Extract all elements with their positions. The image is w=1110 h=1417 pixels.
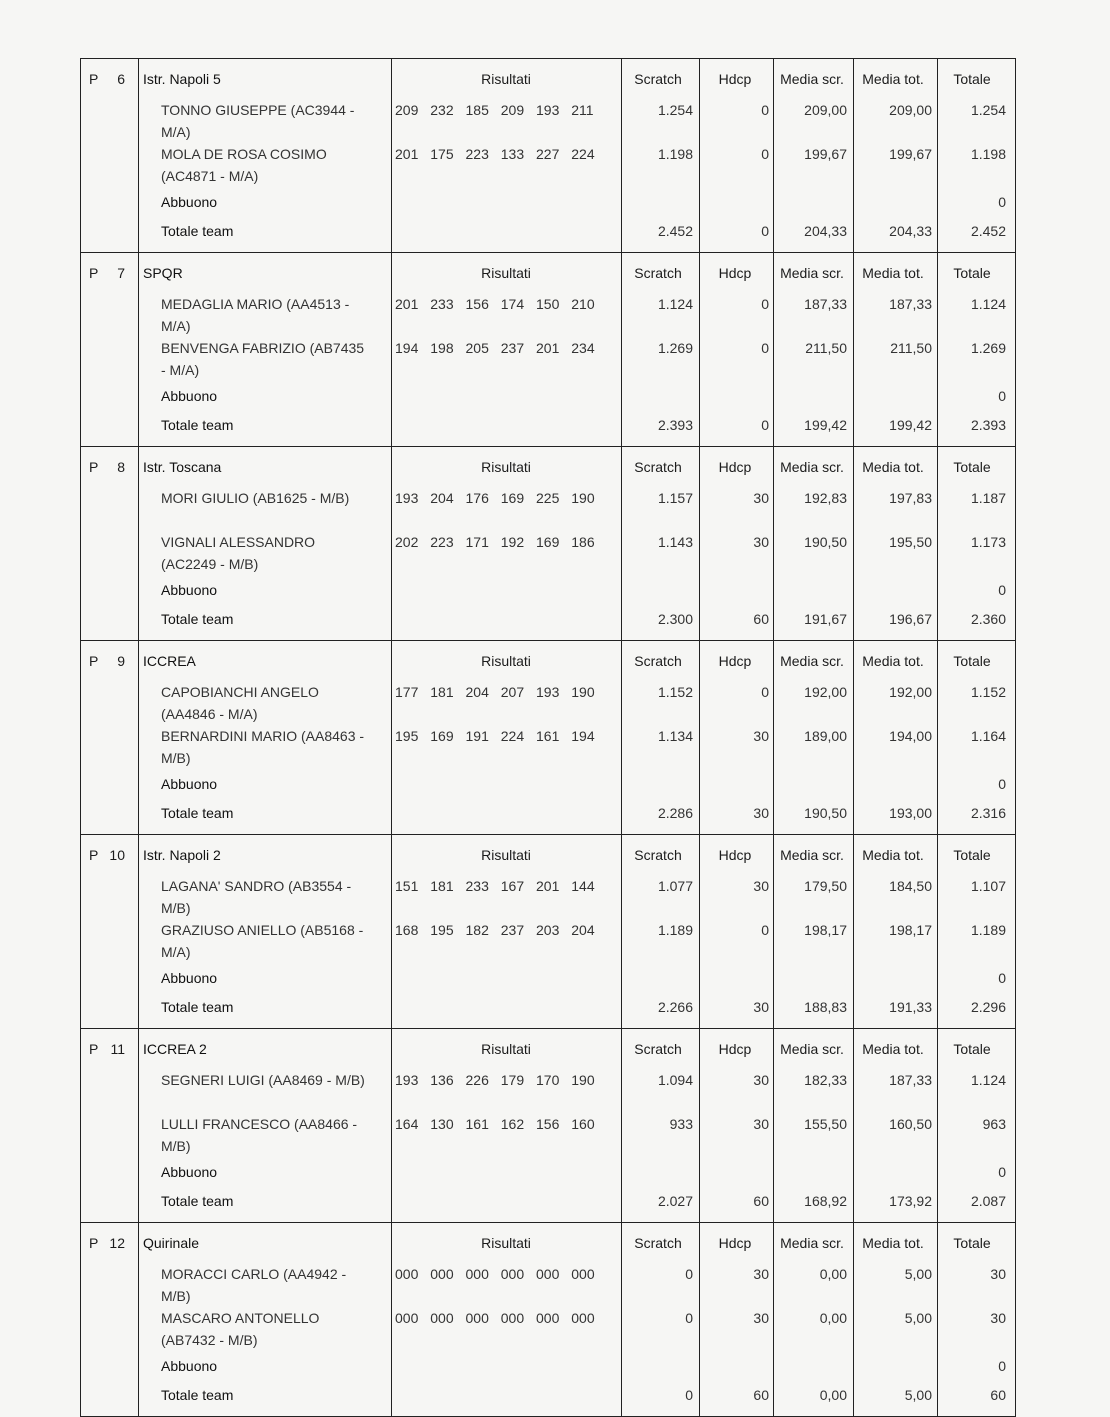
player-name: MOLA DE ROSA COSIMO (AC4871 - M/A) (161, 146, 327, 184)
total-scratch: 2.393 (657, 417, 693, 433)
player-name: LAGANA' SANDRO (AB3554 - M/B) (161, 878, 352, 916)
player-media-tot: 194,00 (889, 728, 932, 744)
header-totale: Totale (953, 1235, 991, 1251)
player-scratch: 0 (685, 1266, 693, 1282)
header-risultati: Risultati (481, 1235, 531, 1251)
header-media-scr: Media scr. (780, 71, 844, 87)
position-label: P (89, 653, 99, 669)
abbuono-label: Abbuono (161, 970, 218, 986)
player-media-tot: 184,50 (889, 878, 932, 894)
total-totale: 2.296 (970, 999, 1006, 1015)
total-scratch: 2.027 (657, 1193, 693, 1209)
total-hdcp: 60 (753, 1193, 769, 1209)
player-hdcp: 0 (761, 340, 769, 356)
player-totale: 30 (990, 1310, 1006, 1326)
team-name: ICCREA (143, 653, 196, 669)
player-totale: 1.187 (970, 490, 1006, 506)
total-totale: 2.452 (970, 223, 1006, 239)
total-team-label: Totale team (161, 805, 234, 821)
player-totale: 963 (982, 1116, 1006, 1132)
header-scratch: Scratch (634, 459, 682, 475)
header-media-scr: Media scr. (780, 653, 844, 669)
header-media-tot: Media tot. (862, 653, 924, 669)
abbuono-label: Abbuono (161, 582, 218, 598)
player-totale: 1.124 (970, 296, 1006, 312)
header-media-scr: Media scr. (780, 459, 844, 475)
player-name: SEGNERI LUIGI (AA8469 - M/B) (161, 1072, 365, 1088)
header-media-scr: Media scr. (780, 1041, 844, 1057)
header-media-tot: Media tot. (862, 1235, 924, 1251)
player-totale: 1.173 (970, 534, 1006, 550)
total-hdcp: 60 (753, 611, 769, 627)
player-media-scr: 182,33 (804, 1072, 847, 1088)
total-scratch: 0 (685, 1387, 693, 1403)
player-scores: 201 233 156 174 150 210 (395, 296, 595, 312)
total-hdcp: 60 (753, 1387, 769, 1403)
player-scratch: 1.269 (657, 340, 693, 356)
total-media-tot: 191,33 (889, 999, 932, 1015)
position-number: 7 (117, 265, 125, 281)
header-media-tot: Media tot. (862, 847, 924, 863)
team-block (81, 835, 1015, 1029)
column-divider (138, 447, 139, 640)
position-label: P (89, 847, 99, 863)
header-hdcp: Hdcp (718, 653, 752, 669)
header-risultati: Risultati (481, 653, 531, 669)
player-totale: 1.189 (970, 922, 1006, 938)
player-totale: 1.152 (970, 684, 1006, 700)
player-media-scr: 199,67 (804, 146, 847, 162)
header-media-scr: Media scr. (780, 1235, 844, 1251)
total-media-tot: 199,42 (889, 417, 932, 433)
header-totale: Totale (953, 847, 991, 863)
total-scratch: 2.452 (657, 223, 693, 239)
abbuono-value: 0 (998, 582, 1006, 598)
header-totale: Totale (953, 653, 991, 669)
total-totale: 60 (990, 1387, 1006, 1403)
total-media-tot: 173,92 (889, 1193, 932, 1209)
player-media-scr: 211,50 (805, 340, 847, 356)
player-totale: 1.124 (970, 1072, 1006, 1088)
total-team-label: Totale team (161, 223, 234, 239)
player-media-tot: 5,00 (904, 1266, 932, 1282)
player-scores: 168 195 182 237 203 204 (395, 922, 595, 938)
total-media-scr: 168,92 (804, 1193, 847, 1209)
player-media-tot: 199,67 (889, 146, 932, 162)
player-scratch: 1.134 (657, 728, 693, 744)
player-hdcp: 30 (753, 1266, 769, 1282)
header-risultati: Risultati (481, 847, 531, 863)
player-name: VIGNALI ALESSANDRO (AC2249 - M/B) (161, 534, 316, 572)
player-media-tot: 197,83 (889, 490, 932, 506)
player-media-scr: 190,50 (804, 534, 847, 550)
abbuono-label: Abbuono (161, 1358, 218, 1374)
player-media-scr: 189,00 (804, 728, 847, 744)
total-team-label: Totale team (161, 417, 234, 433)
total-hdcp: 0 (761, 223, 769, 239)
total-team-label: Totale team (161, 1193, 234, 1209)
player-media-scr: 198,17 (804, 922, 847, 938)
total-team-label: Totale team (161, 999, 234, 1015)
player-hdcp: 30 (753, 728, 769, 744)
player-name: MORI GIULIO (AB1625 - M/B) (161, 490, 350, 506)
total-media-tot: 5,00 (904, 1387, 932, 1403)
player-hdcp: 30 (753, 1310, 769, 1326)
player-hdcp: 30 (753, 1116, 769, 1132)
total-totale: 2.316 (970, 805, 1006, 821)
team-block (81, 447, 1015, 641)
player-media-tot: 198,17 (889, 922, 932, 938)
total-media-scr: 190,50 (804, 805, 847, 821)
header-scratch: Scratch (634, 847, 682, 863)
total-media-scr: 204,33 (804, 223, 847, 239)
player-hdcp: 30 (753, 878, 769, 894)
team-name: ICCREA 2 (143, 1041, 207, 1057)
player-hdcp: 0 (761, 922, 769, 938)
player-totale: 1.269 (970, 340, 1006, 356)
player-media-tot: 187,33 (889, 1072, 932, 1088)
header-media-tot: Media tot. (862, 459, 924, 475)
player-scores: 193 136 226 179 170 190 (395, 1072, 595, 1088)
total-scratch: 2.266 (657, 999, 693, 1015)
player-scratch: 1.198 (657, 146, 693, 162)
position-number: 10 (109, 847, 125, 863)
player-scratch: 1.124 (657, 296, 693, 312)
position-label: P (89, 1235, 99, 1251)
abbuono-value: 0 (998, 1358, 1006, 1374)
player-name: MASCARO ANTONELLO (AB7432 - M/B) (161, 1310, 320, 1348)
position-label: P (89, 1041, 99, 1057)
column-divider (138, 1029, 139, 1222)
total-scratch: 2.286 (657, 805, 693, 821)
total-media-tot: 204,33 (889, 223, 932, 239)
team-block (81, 1223, 1015, 1417)
header-risultati: Risultati (481, 265, 531, 281)
team-name: SPQR (143, 265, 183, 281)
header-scratch: Scratch (634, 653, 682, 669)
total-media-scr: 0,00 (819, 1387, 847, 1403)
total-totale: 2.087 (970, 1193, 1006, 1209)
position-number: 6 (117, 71, 125, 87)
header-media-scr: Media scr. (780, 265, 844, 281)
player-totale: 1.164 (970, 728, 1006, 744)
player-hdcp: 0 (761, 146, 769, 162)
header-hdcp: Hdcp (718, 1235, 752, 1251)
player-scratch: 0 (685, 1310, 693, 1326)
player-scores: 164 130 161 162 156 160 (395, 1116, 595, 1132)
header-scratch: Scratch (634, 71, 682, 87)
player-name: BERNARDINI MARIO (AA8463 - M/B) (161, 728, 365, 766)
player-media-tot: 187,33 (889, 296, 932, 312)
header-media-tot: Media tot. (862, 265, 924, 281)
player-hdcp: 0 (761, 296, 769, 312)
abbuono-value: 0 (998, 970, 1006, 986)
player-scores: 209 232 185 209 193 211 (395, 102, 594, 118)
player-name: TONNO GIUSEPPE (AC3944 - M/A) (161, 102, 355, 140)
position-number: 8 (117, 459, 125, 475)
header-media-tot: Media tot. (862, 1041, 924, 1057)
player-totale: 1.198 (970, 146, 1006, 162)
header-totale: Totale (953, 265, 991, 281)
header-totale: Totale (953, 459, 991, 475)
column-divider (138, 253, 139, 446)
abbuono-value: 0 (998, 776, 1006, 792)
player-scratch: 1.157 (657, 490, 693, 506)
team-block (81, 641, 1015, 835)
abbuono-value: 0 (998, 194, 1006, 210)
player-scratch: 1.077 (657, 878, 693, 894)
player-media-tot: 211,50 (890, 340, 932, 356)
header-hdcp: Hdcp (718, 847, 752, 863)
column-divider (138, 835, 139, 1028)
player-scores: 000 000 000 000 000 000 (395, 1310, 595, 1326)
position-label: P (89, 71, 99, 87)
header-hdcp: Hdcp (718, 459, 752, 475)
header-totale: Totale (953, 1041, 991, 1057)
player-scores: 000 000 000 000 000 000 (395, 1266, 595, 1282)
team-block (81, 253, 1015, 447)
total-media-scr: 191,67 (804, 611, 847, 627)
total-team-label: Totale team (161, 1387, 234, 1403)
player-scratch: 1.094 (657, 1072, 693, 1088)
player-media-tot: 195,50 (889, 534, 932, 550)
team-name: Quirinale (143, 1235, 200, 1251)
player-scores: 202 223 171 192 169 186 (395, 534, 595, 550)
results-table (80, 58, 1016, 1417)
player-media-tot: 192,00 (889, 684, 932, 700)
player-name: MORACCI CARLO (AA4942 - M/B) (161, 1266, 347, 1304)
total-media-scr: 188,83 (804, 999, 847, 1015)
total-totale: 2.360 (970, 611, 1006, 627)
player-totale: 1.107 (970, 878, 1006, 894)
player-media-tot: 160,50 (889, 1116, 932, 1132)
header-risultati: Risultati (481, 459, 531, 475)
abbuono-label: Abbuono (161, 1164, 218, 1180)
player-media-tot: 209,00 (889, 102, 932, 118)
player-scores: 195 169 191 224 161 194 (395, 728, 595, 744)
position-label: P (89, 459, 99, 475)
total-hdcp: 30 (753, 805, 769, 821)
player-name: LULLI FRANCESCO (AA8466 - M/B) (161, 1116, 358, 1154)
player-name: CAPOBIANCHI ANGELO (AA4846 - M/A) (161, 684, 319, 722)
position-number: 12 (109, 1235, 125, 1251)
header-media-scr: Media scr. (780, 847, 844, 863)
player-media-scr: 0,00 (819, 1310, 847, 1326)
header-media-tot: Media tot. (862, 71, 924, 87)
position-number: 11 (110, 1041, 125, 1057)
abbuono-value: 0 (998, 388, 1006, 404)
position-number: 9 (117, 653, 125, 669)
player-hdcp: 30 (753, 534, 769, 550)
player-media-scr: 187,33 (804, 296, 847, 312)
total-media-tot: 196,67 (889, 611, 932, 627)
abbuono-label: Abbuono (161, 776, 218, 792)
total-totale: 2.393 (970, 417, 1006, 433)
total-hdcp: 30 (753, 999, 769, 1015)
header-scratch: Scratch (634, 1041, 682, 1057)
player-scores: 177 181 204 207 193 190 (395, 684, 595, 700)
header-hdcp: Hdcp (718, 1041, 752, 1057)
header-risultati: Risultati (481, 71, 531, 87)
abbuono-label: Abbuono (161, 388, 218, 404)
header-risultati: Risultati (481, 1041, 531, 1057)
player-name: MEDAGLIA MARIO (AA4513 - M/A) (161, 296, 350, 334)
player-scratch: 1.143 (657, 534, 693, 550)
player-media-scr: 155,50 (804, 1116, 847, 1132)
player-hdcp: 30 (753, 1072, 769, 1088)
player-scratch: 1.152 (657, 684, 693, 700)
player-scores: 151 181 233 167 201 144 (395, 878, 595, 894)
header-scratch: Scratch (634, 265, 682, 281)
header-hdcp: Hdcp (718, 265, 752, 281)
total-media-scr: 199,42 (804, 417, 847, 433)
total-team-label: Totale team (161, 611, 234, 627)
team-block (81, 1029, 1015, 1223)
player-scores: 201 175 223 133 227 224 (395, 146, 595, 162)
team-name: Istr. Toscana (143, 459, 222, 475)
player-media-scr: 209,00 (804, 102, 847, 118)
team-name: Istr. Napoli 2 (143, 847, 221, 863)
player-hdcp: 0 (761, 684, 769, 700)
player-totale: 1.254 (970, 102, 1006, 118)
header-hdcp: Hdcp (718, 71, 752, 87)
player-scores: 193 204 176 169 225 190 (395, 490, 595, 506)
player-scratch: 1.189 (657, 922, 693, 938)
player-media-scr: 179,50 (804, 878, 847, 894)
abbuono-value: 0 (998, 1164, 1006, 1180)
player-name: GRAZIUSO ANIELLO (AB5168 - M/A) (161, 922, 364, 960)
player-media-scr: 0,00 (819, 1266, 847, 1282)
player-media-scr: 192,83 (804, 490, 847, 506)
player-name: BENVENGA FABRIZIO (AB7435 - M/A) (161, 340, 365, 378)
header-totale: Totale (953, 71, 991, 87)
player-hdcp: 30 (753, 490, 769, 506)
column-divider (138, 1223, 139, 1416)
player-scratch: 1.254 (657, 102, 693, 118)
team-block (81, 59, 1015, 253)
position-label: P (89, 265, 99, 281)
player-media-scr: 192,00 (804, 684, 847, 700)
column-divider (138, 59, 139, 252)
player-hdcp: 0 (761, 102, 769, 118)
player-scores: 194 198 205 237 201 234 (395, 340, 595, 356)
player-totale: 30 (990, 1266, 1006, 1282)
abbuono-label: Abbuono (161, 194, 218, 210)
total-hdcp: 0 (761, 417, 769, 433)
total-media-tot: 193,00 (889, 805, 932, 821)
team-name: Istr. Napoli 5 (143, 71, 221, 87)
header-scratch: Scratch (634, 1235, 682, 1251)
player-media-tot: 5,00 (904, 1310, 932, 1326)
total-scratch: 2.300 (657, 611, 693, 627)
player-scratch: 933 (669, 1116, 693, 1132)
column-divider (138, 641, 139, 834)
